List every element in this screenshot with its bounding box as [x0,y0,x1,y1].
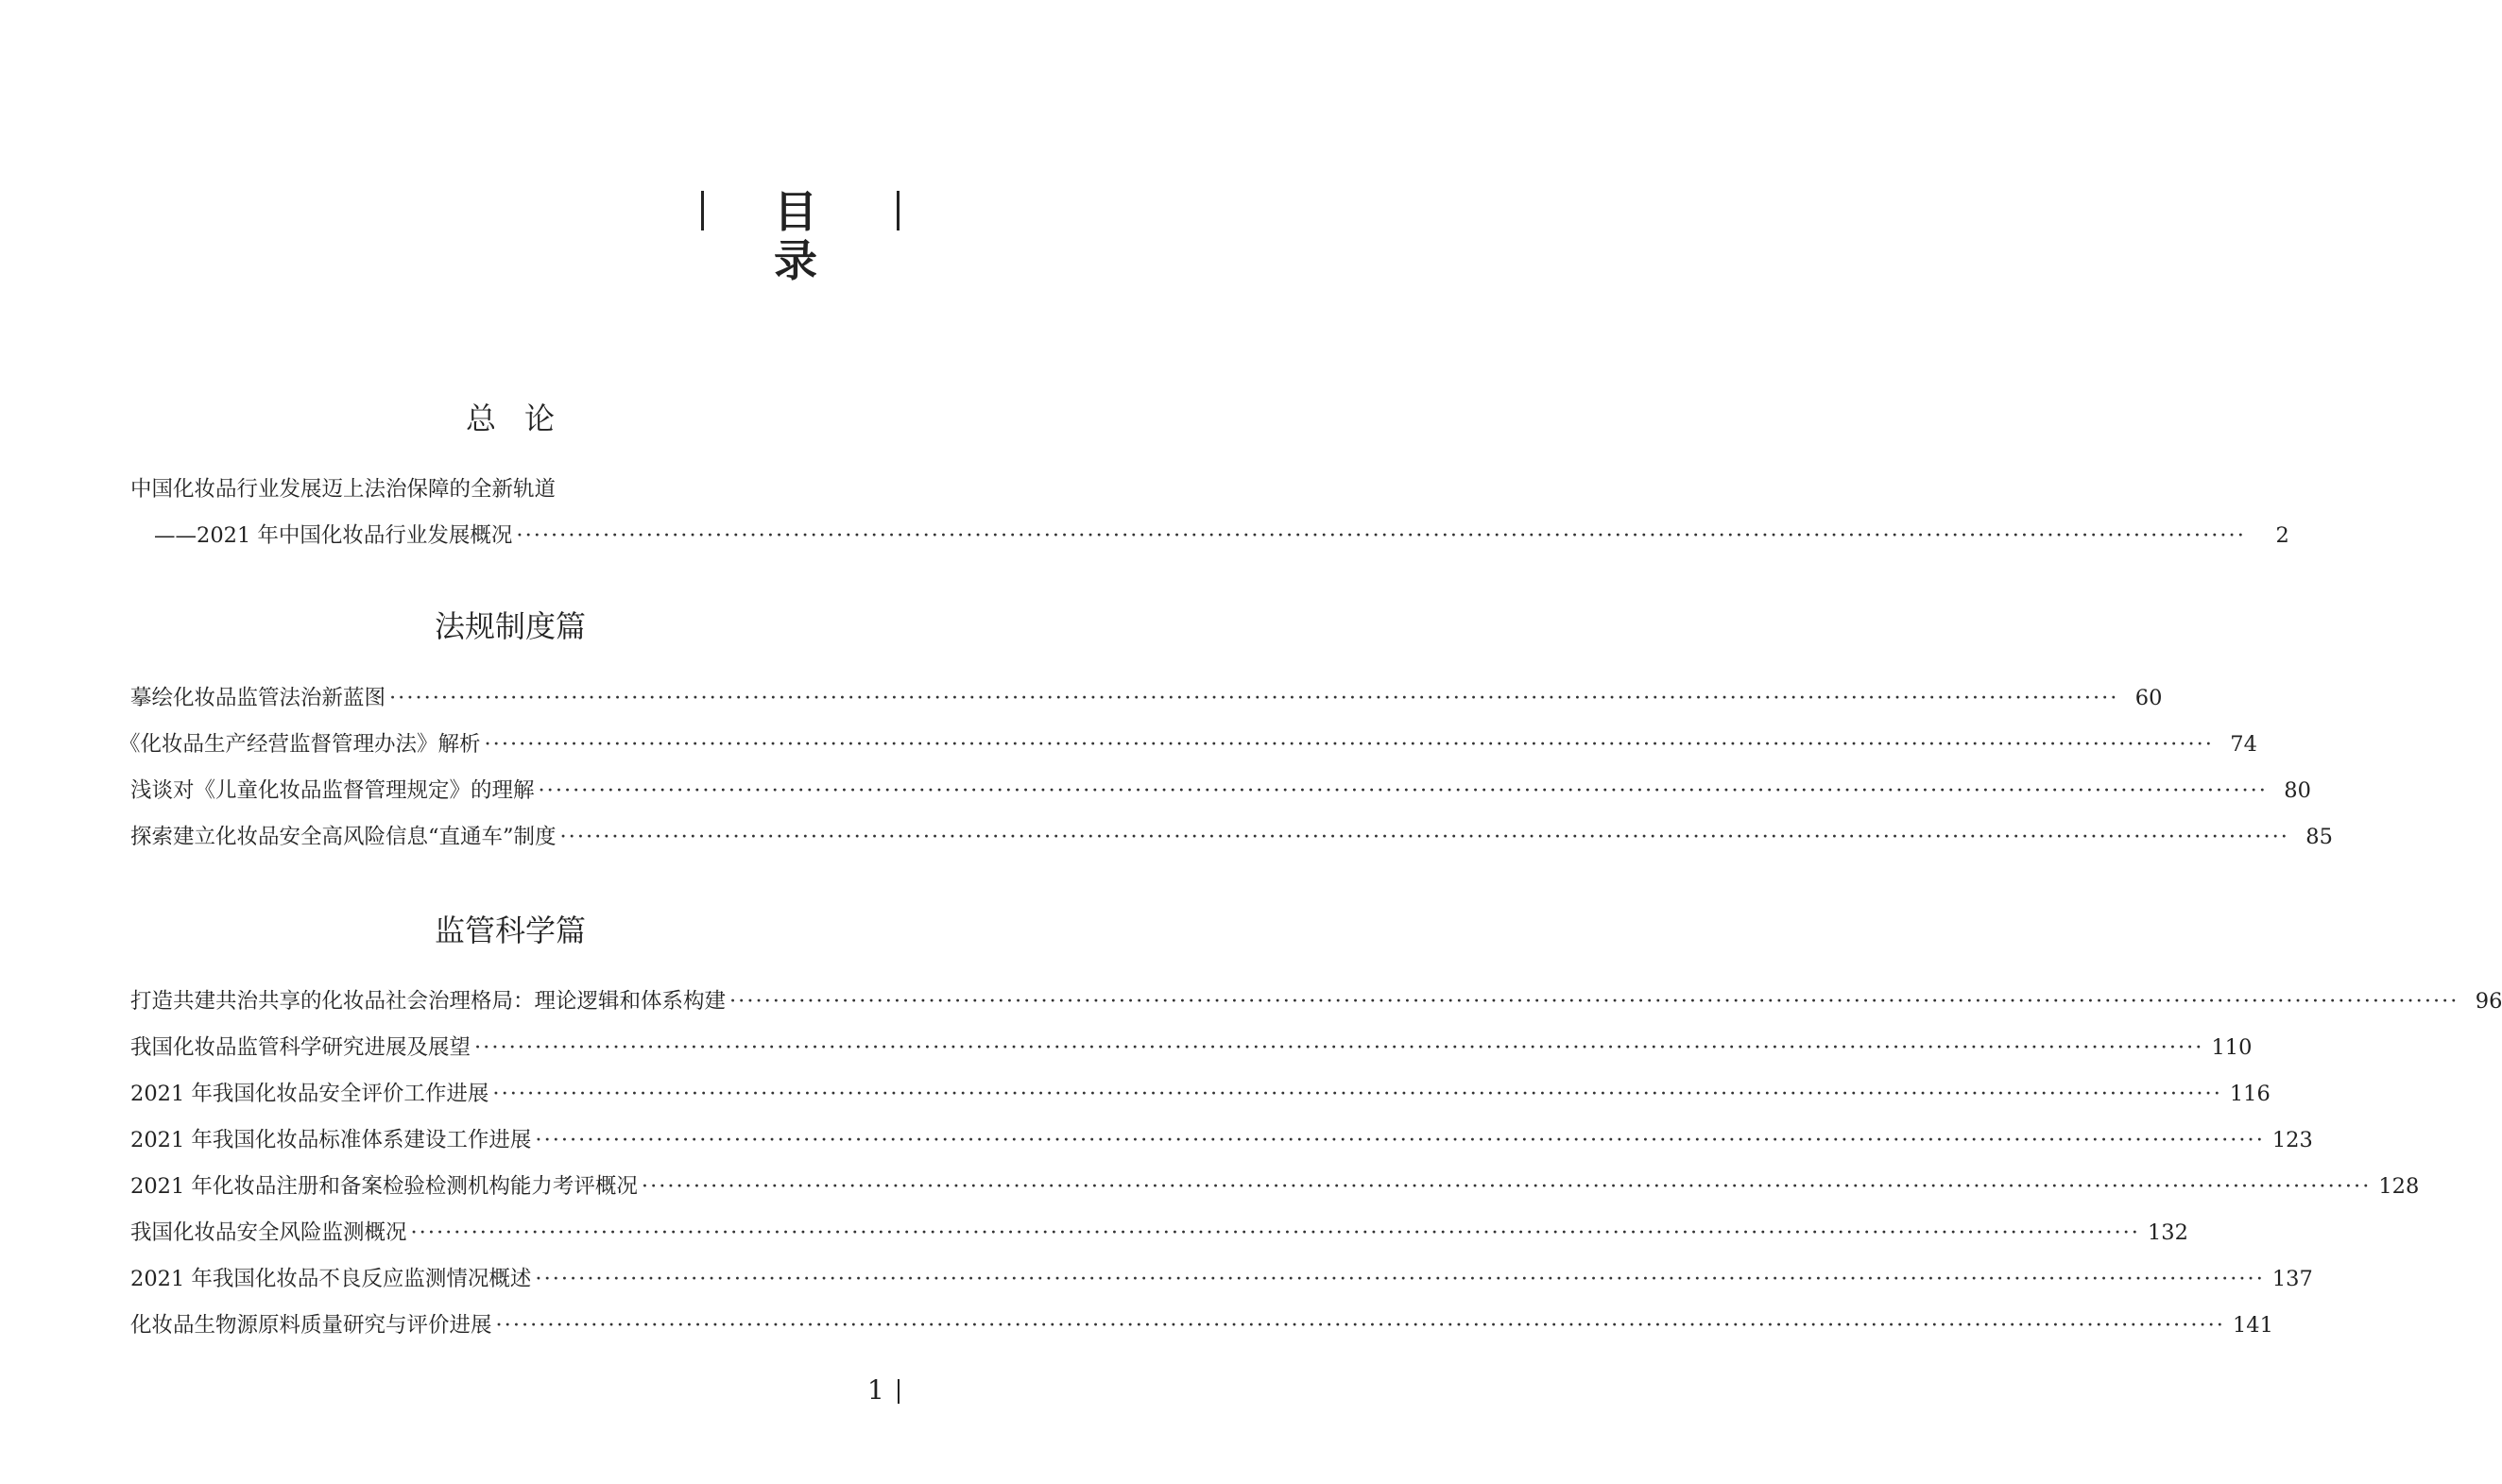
leader-dots: ········································································································································································································ [535,1128,2265,1152]
section-heading-law: 法规制度篇 [434,608,586,644]
toc-entry[interactable] [130,513,2289,559]
toc-page-number: 116 [2229,1082,2271,1106]
toc-entry-title-line1[interactable]: 中国化妆品行业发展迈上法治保障的全新轨道 [130,477,557,502]
toc-page-number: 110 [2211,1035,2253,1060]
leader-dots: ········································································································································································································ [538,778,2268,803]
title-right-bar [897,191,900,230]
leader-dots: ········································································································································································································ [410,1220,2140,1245]
toc-page-number: 123 [2271,1128,2313,1152]
toc-entry[interactable] [130,1117,2313,1164]
toc-section-law [119,675,2333,861]
toc-entry[interactable] [130,1210,2188,1256]
toc-entry[interactable] [130,979,2502,1025]
toc-page-number: 132 [2147,1220,2188,1245]
toc-entry-title: 《化妆品生产经营监督管理办法》解析 [119,732,481,757]
toc-page-number: 141 [2232,1313,2273,1338]
leader-dots: ········································································································································································································ [535,1267,2265,1291]
toc-entry-title: 摹绘化妆品监管法治新蓝图 [130,686,386,710]
toc-entry-title: 2021 年我国化妆品不良反应监测情况概述 [130,1267,532,1291]
toc-page-number: 96 [2475,989,2502,1014]
leader-dots: ········································································································································································································ [641,1174,2372,1199]
toc-entry-title: 2021 年我国化妆品标准体系建设工作进展 [130,1128,532,1152]
toc-entry-title: 我国化妆品监管科学研究进展及展望 [130,1035,471,1060]
leader-dots: ········································································································································································································ [484,732,2214,757]
toc-entry-title: 我国化妆品安全风险监测概况 [130,1220,407,1245]
toc-entry[interactable] [130,1164,2420,1210]
toc-section-science [130,979,2502,1349]
toc-entry-title: 探索建立化妆品安全高风险信息“直通车”制度 [130,825,557,849]
page-number-bar [898,1379,900,1404]
toc-page-number: 2 [2275,523,2289,548]
leader-dots: ········································································································································································································ [559,825,2289,849]
leader-dots: ········································································································································································································ [492,1082,2222,1106]
toc-entry[interactable] [119,722,2257,768]
page-number: 1 [867,1374,884,1406]
leader-dots: ········································································································································································································ [474,1035,2204,1060]
leader-dots: ········································································································································································································ [495,1313,2225,1338]
toc-entry[interactable] [130,814,2333,861]
toc-entry-title: 浅谈对《儿童化妆品监督管理规定》的理解 [130,778,535,803]
toc-entry[interactable] [130,1303,2273,1349]
toc-page-number: 74 [2230,732,2257,757]
toc-page-number: 128 [2378,1174,2420,1199]
toc-entry-title: 化妆品生物源原料质量研究与评价进展 [130,1313,492,1338]
toc-page-number: 85 [2305,825,2333,849]
leader-dots: ········································································································································································································ [729,989,2459,1014]
toc-entry-title: 2021 年化妆品注册和备案检验检测机构能力考评概况 [130,1174,638,1199]
leader-dots: ········································································································································································································ [389,686,2119,710]
toc-entry-title: 打造共建共治共享的化妆品社会治理格局：理论逻辑和体系构建 [130,989,727,1014]
toc-page-number: 137 [2271,1267,2313,1291]
toc-page-number: 80 [2284,778,2311,803]
section-heading-general: 总论 [465,401,583,436]
section-heading-science: 监管科学篇 [434,913,586,948]
toc-title-block [701,186,900,286]
toc-entry[interactable] [130,768,2311,814]
toc-entry[interactable] [130,1025,2253,1071]
toc-entry[interactable] [130,1071,2271,1117]
toc-entry-title: 2021 年我国化妆品安全评价工作进展 [130,1082,489,1106]
toc-entry[interactable] [130,675,2163,722]
toc-entry[interactable] [130,1256,2313,1303]
leader-dots: ········································································································································································································ [516,523,2246,548]
toc-section-general [130,467,2289,559]
toc-entry-subtitle: ——2021 年中国化妆品行业发展概况 [154,523,513,548]
toc-page-number: 60 [2134,686,2163,710]
page-title: 目录 [774,186,861,286]
